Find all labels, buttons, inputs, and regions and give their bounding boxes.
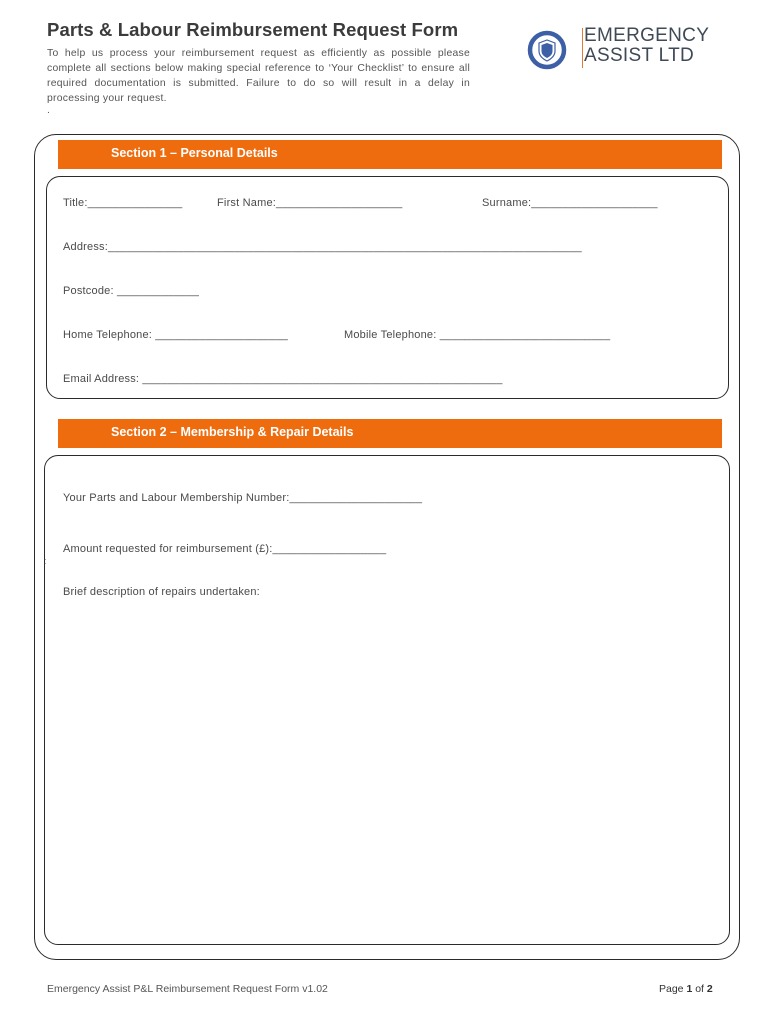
amount-requested-field[interactable]: Amount requested for reimbursement (£):__________________: [63, 543, 387, 555]
shield-icon: [527, 30, 567, 70]
first-name-field[interactable]: First Name:____________________: [217, 197, 403, 209]
section2-box: [44, 455, 730, 945]
stray-mark: :: [44, 556, 47, 566]
logo-text: [584, 26, 709, 66]
surname-field[interactable]: Surname:____________________: [482, 197, 658, 209]
repairs-description-label[interactable]: Brief description of repairs undertaken:: [63, 586, 260, 598]
intro-text: [47, 46, 470, 115]
membership-number-field[interactable]: Your Parts and Labour Membership Number:_____________________: [63, 492, 423, 504]
page-current: 1: [686, 983, 693, 995]
page-prefix: Page: [659, 983, 687, 995]
intro-dot: .: [47, 105, 51, 116]
page-of: of: [692, 983, 707, 995]
email-field[interactable]: Email Address: _________________________________________________________: [63, 373, 503, 385]
page-number: [659, 983, 713, 995]
page-total: 2: [706, 983, 713, 995]
mobile-telephone-field[interactable]: Mobile Telephone: ___________________________: [344, 329, 611, 341]
footer-form-version: Emergency Assist P&L Reimbursement Request Form v1.02: [47, 983, 328, 995]
logo-divider: [582, 28, 583, 68]
logo-line2: ASSIST LTD: [584, 45, 694, 66]
address-field[interactable]: Address:___________________________________________________________________________: [63, 241, 582, 253]
section1-heading: Section 1 – Personal Details: [58, 140, 722, 169]
page-title: Parts & Labour Reimbursement Request Form: [47, 19, 459, 40]
title-field[interactable]: Title:_______________: [63, 197, 183, 209]
postcode-field[interactable]: Postcode: _____________: [63, 285, 200, 297]
intro-paragraph: To help us process your reimbursement request as efficiently as possible please complete all sections below making special reference to ‘Your Checklist’ to ensure all required documentation is submitted. Failure to do so will result in a delay in processing your request.: [47, 48, 470, 104]
home-telephone-field[interactable]: Home Telephone: _____________________: [63, 329, 288, 341]
logo-line1: EMERGENCY: [584, 25, 710, 46]
company-logo: [527, 26, 727, 74]
section2-heading: Section 2 – Membership & Repair Details: [58, 419, 722, 448]
